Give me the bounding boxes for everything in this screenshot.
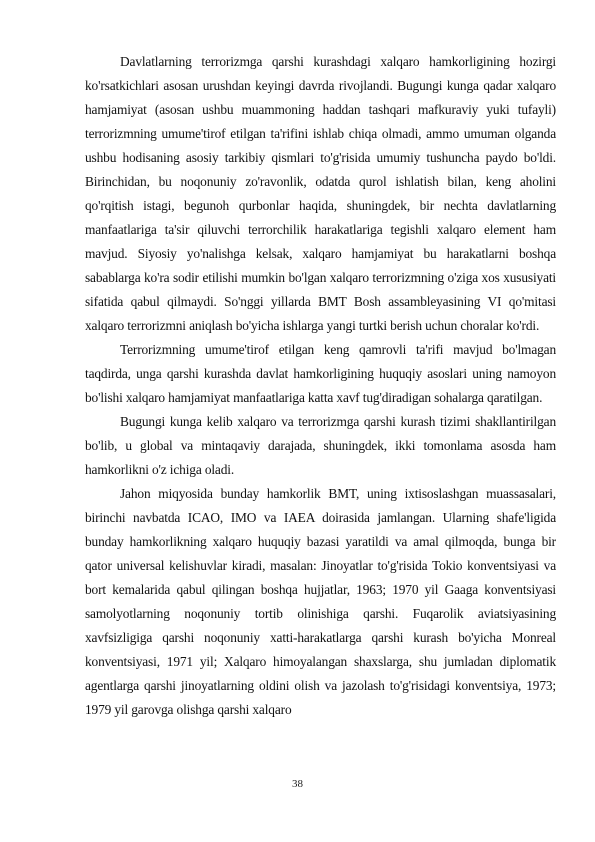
- paragraph-1: Davlatlarning terrorizmga qarshi kurashdagi xalqaro hamkorligining hozirgi ko'rsatkichlari asosan urushdan keyingi davrda rivojlandi. Bugungi kunga qadar xalqaro hamjamiyat (asosan ushbu muammoning haddan tashqari mafkuraviy yuki tufayli) terrorizmning umume'tirof etilgan ta'rifini ishlab chiqa olmadi, ammo umuman olganda ushbu hodisaning asosiy tarkibiy qismlari to'g'risida umumiy tushuncha paydo bo'ldi. Birinchidan, bu noqonuniy zo'ravonlik, odatda qurol ishlatish bilan, keng aholini qo'rqitish istagi, begunoh qurbonlar haqida, shuningdek, bir nechta davlatlarning manfaatlariga ta'sir qiluvchi terrorchilik harakatlariga tegishli xalqaro element ham mavjud. Siyosiy yo'nalishga kelsak, xalqaro hamjamiyat bu harakatlarni boshqa sabablarga ko'ra sodir etilishi mumkin bo'lgan xalqaro terrorizmning o'ziga xos xususiyati sifatida qabul qilmaydi. So'nggi yillarda BMT Bosh assambleyasining VI qo'mitasi xalqaro terrorizmni aniqlash bo'yicha ishlarga yangi turtki berish uchun choralar ko'rdi.: [85, 54, 556, 333]
- paragraph-2: Terrorizmning umume'tirof etilgan keng qamrovli ta'rifi mavjud bo'lmagan taqdirda, unga qarshi kurashda davlat hamkorligining huquqiy asoslari uning namoyon bo'lishi xalqaro hamjamiyat manfaatlariga katta xavf tug'diradigan sohalarga qaratilgan.: [85, 342, 556, 405]
- document-body: [85, 50, 556, 722]
- paragraph-4: Jahon miqyosida bunday hamkorlik BMT, uning ixtisoslashgan muassasalari, birinchi navbatda ICAO, IMO va IAEA doirasida jamlangan. Ularning shafe'ligida bunday hamkorlikning xalqaro huquqiy bazasi yaratildi va amal qilmoqda, bunga bir qator universal kelishuvlar kiradi, masalan: Jinoyatlar to'g'risida Tokio konventsiyasi va bort kemalarida qabul qilingan boshqa hujjatlar, 1963; 1970 yil Gaaga konventsiyasi samolyotlarning noqonuniy tortib olinishiga qarshi. Fuqarolik aviatsiyasining xavfsizligiga qarshi noqonuniy xatti-harakatlarga qarshi kurash bo'yicha Monreal konventsiyasi, 1971 yil; Xalqaro himoyalangan shaxslarga, shu jumladan diplomatik agentlarga qarshi jinoyatlarning oldini olish va jazolash to'g'risidagi konventsiya, 1973; 1979 yil garovga olishga qarshi xalqaro: [85, 486, 556, 717]
- paragraph-3: Bugungi kunga kelib xalqaro va terrorizmga qarshi kurash tizimi shakllantirilgan bo'lib, u global va mintaqaviy darajada, shuningdek, ikki tomonlama asosda ham hamkorlikni o'z ichiga oladi.: [85, 414, 556, 477]
- page-number: 38: [292, 778, 303, 790]
